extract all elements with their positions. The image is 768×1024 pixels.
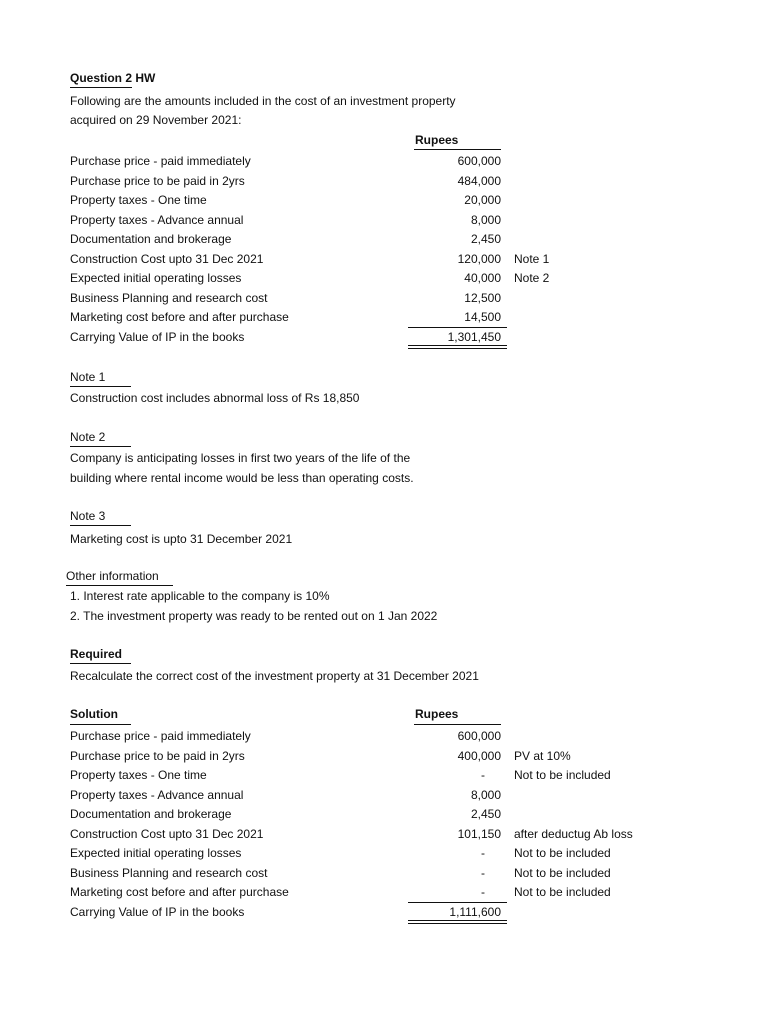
note-text: Construction cost includes abnormal loss of Rs 18,850 — [70, 391, 360, 405]
other-info-heading: Other information — [66, 569, 159, 583]
solution-total-rule-top — [408, 902, 507, 903]
solution-total-rule-bottom-2 — [408, 923, 507, 924]
question-row-amount: 20,000 — [464, 193, 501, 207]
question-total-rule-bottom-1 — [408, 345, 507, 346]
question-row-amount: 120,000 — [457, 252, 501, 266]
question-row-label: Carrying Value of IP in the books — [70, 330, 245, 344]
note-text: Company is anticipating losses in first two years of the life of the — [70, 451, 411, 465]
question-row-amount: 2,450 — [470, 232, 501, 246]
question-currency-underline — [414, 149, 501, 150]
question-row-label: Purchase price - paid immediately — [70, 154, 251, 168]
solution-underline — [70, 724, 131, 725]
solution-row-label: Marketing cost before and after purchase — [70, 885, 289, 899]
solution-row-amount: 8,000 — [470, 788, 501, 802]
question-total-rule-bottom-2 — [408, 348, 507, 349]
solution-row-label: Expected initial operating losses — [70, 846, 242, 860]
solution-row-label: Documentation and brokerage — [70, 807, 232, 821]
question-row-amount: 8,000 — [470, 213, 501, 227]
question-row-label: Documentation and brokerage — [70, 232, 232, 246]
question-row-label: Purchase price to be paid in 2yrs — [70, 174, 245, 188]
note-heading: Note 3 — [70, 509, 106, 523]
solution-row-comment: PV at 10% — [514, 749, 571, 763]
note-heading-underline — [70, 525, 131, 526]
solution-row-label: Business Planning and research cost — [70, 866, 268, 880]
question-row-label: Property taxes - Advance annual — [70, 213, 244, 227]
solution-row-amount: - — [481, 866, 485, 880]
solution-currency-underline — [414, 724, 501, 725]
required-underline — [70, 663, 131, 664]
solution-heading: Solution — [70, 707, 118, 721]
question-title-underline — [70, 87, 132, 88]
question-row-label: Marketing cost before and after purchase — [70, 310, 289, 324]
question-row-amount: 484,000 — [457, 174, 501, 188]
required-text: Recalculate the correct cost of the investment property at 31 December 2021 — [70, 669, 479, 683]
question-currency-header: Rupees — [415, 133, 459, 147]
solution-row-amount: 400,000 — [457, 749, 501, 763]
solution-row-comment: after deductug Ab loss — [514, 827, 633, 841]
question-row-amount: 40,000 — [464, 271, 501, 285]
solution-row-amount: - — [481, 768, 485, 782]
question-row-amount: 1,301,450 — [447, 330, 501, 344]
question-row-amount: 600,000 — [457, 154, 501, 168]
question-total-rule-top — [408, 327, 507, 328]
solution-row-label: Property taxes - One time — [70, 768, 207, 782]
solution-row-amount: 600,000 — [457, 729, 501, 743]
question-intro-line1: Following are the amounts included in the cost of an investment property — [70, 94, 456, 108]
note-heading-underline — [70, 386, 131, 387]
solution-row-label: Purchase price to be paid in 2yrs — [70, 749, 245, 763]
question-row-label: Business Planning and research cost — [70, 291, 268, 305]
note-text: building where rental income would be less than operating costs. — [70, 471, 414, 485]
solution-row-amount: - — [481, 885, 485, 899]
other-info-item: 2. The investment property was ready to be rented out on 1 Jan 2022 — [70, 609, 438, 623]
question-row-amount: 12,500 — [464, 291, 501, 305]
solution-row-comment: Not to be included — [514, 885, 611, 899]
solution-row-amount: 1,111,600 — [449, 905, 501, 919]
question-title: Question 2 HW — [70, 71, 156, 85]
solution-row-amount: 2,450 — [470, 807, 501, 821]
question-row-label: Property taxes - One time — [70, 193, 207, 207]
solution-row-comment: Not to be included — [514, 768, 611, 782]
solution-row-amount: 101,150 — [457, 827, 501, 841]
note-text: Marketing cost is upto 31 December 2021 — [70, 532, 293, 546]
question-intro-line2: acquired on 29 November 2021: — [70, 113, 242, 127]
note-heading-underline — [70, 446, 131, 447]
solution-currency-header: Rupees — [415, 707, 459, 721]
question-row-label: Expected initial operating losses — [70, 271, 242, 285]
other-info-underline — [66, 585, 173, 586]
other-info-item: 1. Interest rate applicable to the company is 10% — [70, 589, 330, 603]
solution-row-comment: Not to be included — [514, 846, 611, 860]
question-row-note: Note 2 — [514, 271, 550, 285]
question-row-label: Construction Cost upto 31 Dec 2021 — [70, 252, 264, 266]
note-heading: Note 2 — [70, 430, 106, 444]
solution-row-label: Carrying Value of IP in the books — [70, 905, 245, 919]
solution-row-amount: - — [481, 846, 485, 860]
solution-row-label: Construction Cost upto 31 Dec 2021 — [70, 827, 264, 841]
question-row-note: Note 1 — [514, 252, 550, 266]
required-heading: Required — [70, 647, 123, 661]
note-heading: Note 1 — [70, 370, 106, 384]
solution-row-comment: Not to be included — [514, 866, 611, 880]
solution-row-label: Property taxes - Advance annual — [70, 788, 244, 802]
solution-row-label: Purchase price - paid immediately — [70, 729, 251, 743]
question-row-amount: 14,500 — [464, 310, 501, 324]
solution-total-rule-bottom-1 — [408, 920, 507, 921]
